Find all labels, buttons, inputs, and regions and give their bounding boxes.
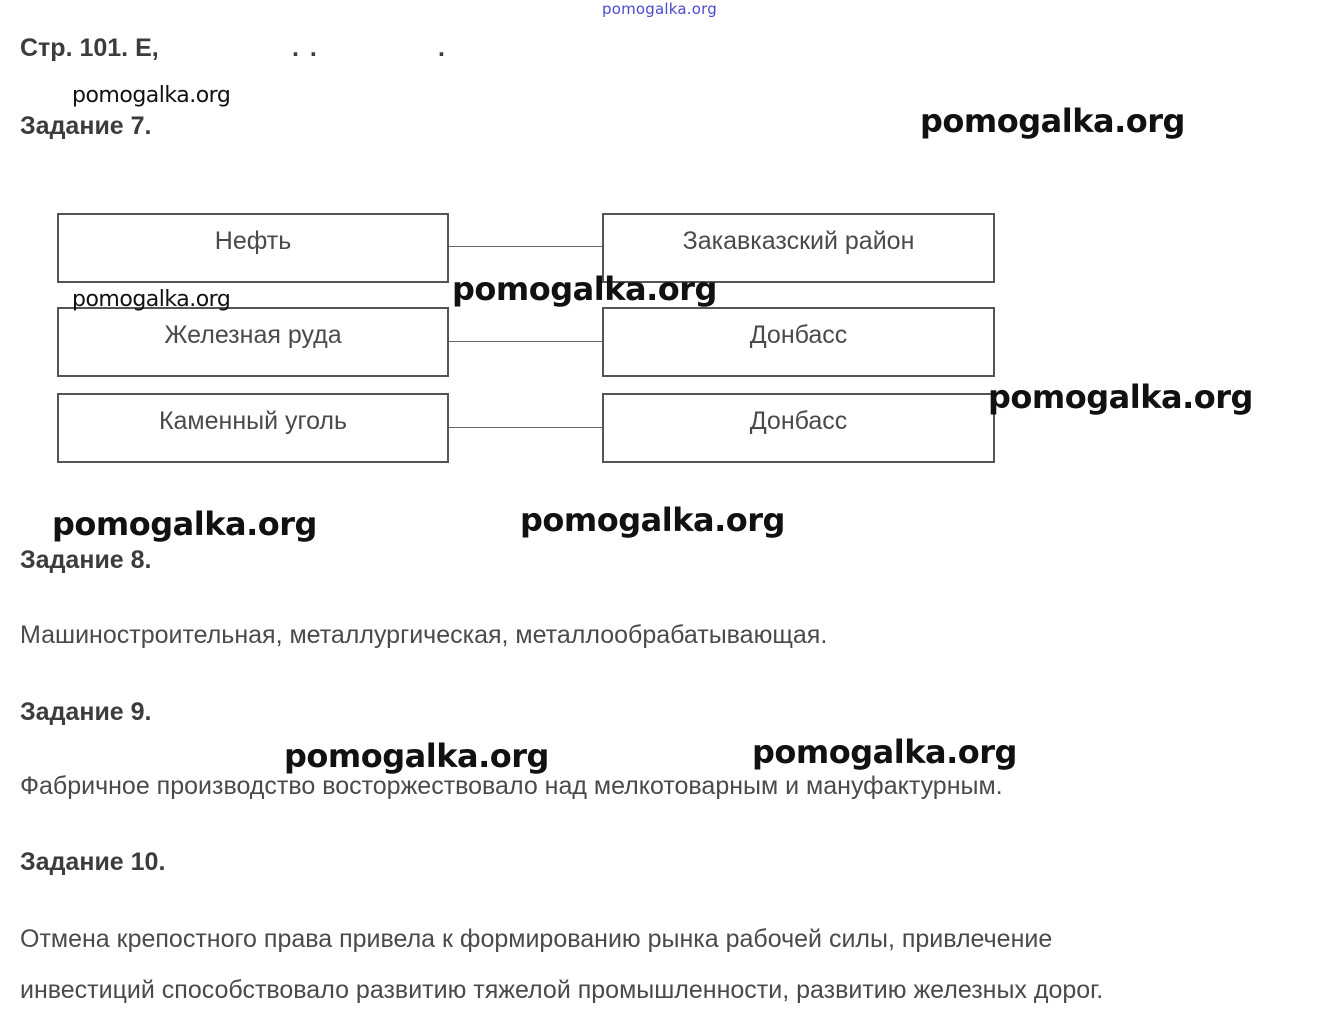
watermark: pomogalka.org xyxy=(52,505,317,543)
task7-left-box-1: Нефть xyxy=(57,213,449,283)
page-header-dot: . xyxy=(438,34,447,62)
page-header-title: Стр. 101. Е xyxy=(20,34,152,62)
task7-connector-1 xyxy=(449,246,602,247)
task7-left-box-2: Железная руда xyxy=(57,307,449,377)
task7-connector-2 xyxy=(449,341,602,342)
task7-right-box-2: Донбасс xyxy=(602,307,995,377)
task10-heading: Задание 10. xyxy=(20,848,166,876)
watermark: pomogalka.org xyxy=(452,270,717,308)
task8-answer: Машиностроительная, металлургическая, металлообрабатывающая. xyxy=(20,621,828,649)
page-header xyxy=(20,34,159,63)
watermark: pomogalka.org xyxy=(284,737,549,775)
task7-connector-3 xyxy=(449,427,602,428)
task9-heading: Задание 9. xyxy=(20,698,152,726)
task7-right-box-1: Закавказский район xyxy=(602,213,995,283)
watermark: pomogalka.org xyxy=(520,501,785,539)
task10-answer-line-2: инвестиций способствовало развитию тяжелой промышленности, развитию железных дорог. xyxy=(20,976,1104,1004)
watermark: pomogalka.org xyxy=(72,83,231,108)
task8-heading: Задание 8. xyxy=(20,546,152,574)
page-header-title-tail: , xyxy=(151,34,159,62)
watermark: pomogalka.org xyxy=(920,102,1185,140)
watermark: pomogalka.org xyxy=(72,287,231,312)
watermark: pomogalka.org xyxy=(752,733,1017,771)
task9-answer: Фабричное производство восторжествовало над мелкотоварным и мануфактурным. xyxy=(20,772,1003,800)
watermark: pomogalka.org xyxy=(988,378,1253,416)
task7-heading: Задание 7. xyxy=(20,112,152,140)
task7-right-box-3: Донбасс xyxy=(602,393,995,463)
top-watermark: pomogalka.org xyxy=(602,0,717,18)
page-header-dots: . . xyxy=(292,34,319,62)
task10-answer-line-1: Отмена крепостного права привела к формированию рынка рабочей силы, привлечение xyxy=(20,925,1053,953)
task7-left-box-3: Каменный уголь xyxy=(57,393,449,463)
